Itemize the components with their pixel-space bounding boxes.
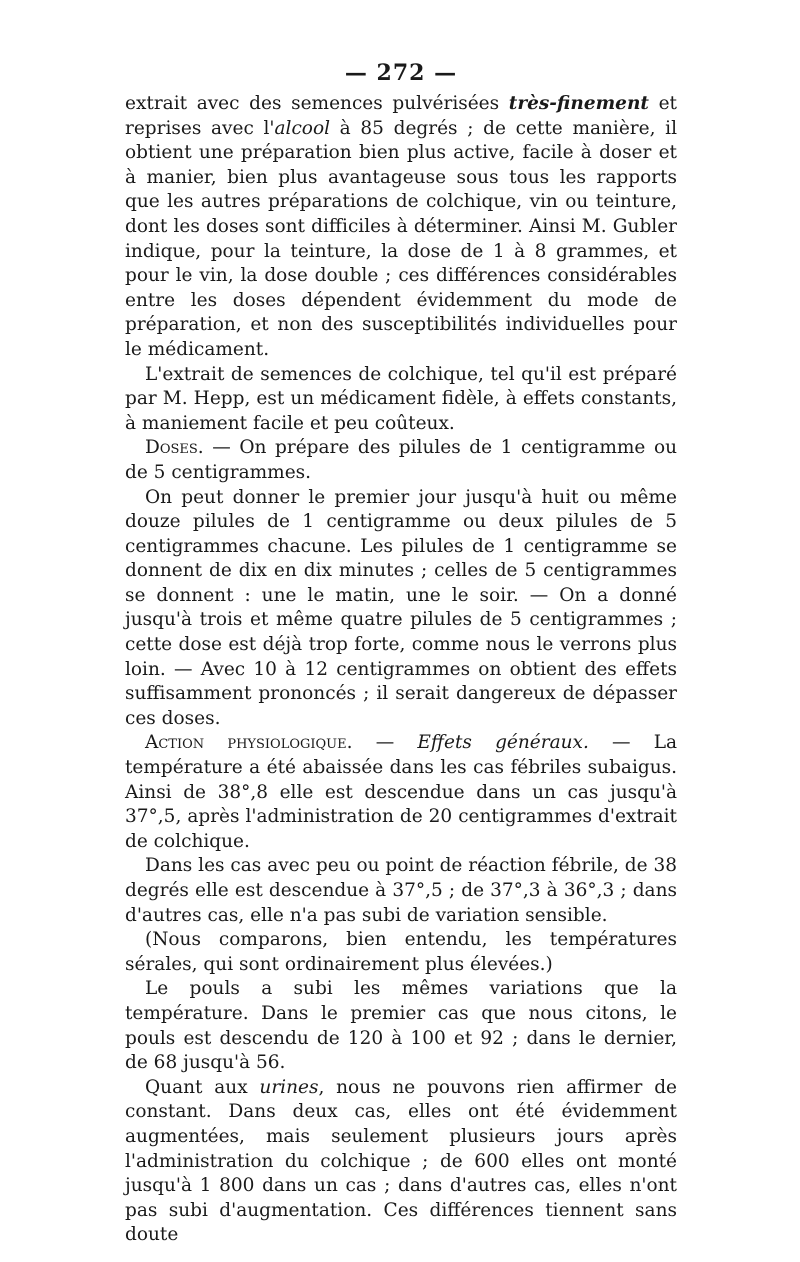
page-body [125, 92, 677, 1248]
text-segment: très-finement [508, 93, 649, 114]
text-segment: et reprises avec l' [125, 93, 677, 139]
text-segment: à 85 degrés ; de cette manière, il obtient une préparation bien plus active, facile à doser et à manier, bien plus avantageuse sous tous les rapports que les autres préparations de colchique, vin ou teinture, dont les doses sont difficiles à déterminer. Ainsi M. Gubler indique, pour la teinture, la dose de 1 à 8 grammes, et pour le vin, la dose double ; ces différences considérables entre les doses dépendent évidemment du mode de préparation, et non des susceptibilités individuelles pour le médicament. [125, 117, 677, 360]
text-segment: , nous ne pouvons rien affirmer de constant. Dans deux cas, elles ont été évidemment augmentées, mais seulement plusieurs jours après l'administration du colchique ; de 600 elles ont monté jusqu'à 1 800 dans un cas ; dans d'autres cas, elles n'ont pas subi d'augmentation. Ces différences tiennent sans doute [125, 1076, 677, 1246]
text-segment: Action physiologique. [145, 732, 353, 754]
paragraph [125, 1076, 677, 1248]
paragraph [125, 977, 677, 1075]
text-segment: Effets généraux. [417, 732, 589, 754]
text-segment: Doses. [145, 437, 204, 459]
text-segment: Le pouls a subi les mêmes variations que la température. Dans le premier cas que nous citons, le pouls est descendu de 120 à 100 et 92 ; dans le dernier, de 68 jusqu'à 56. [125, 978, 677, 1074]
paragraph [125, 486, 677, 732]
text-segment: On peut donner le premier jour jusqu'à huit ou même douze pilules de 1 centigramme ou deux pilules de 5 centigrammes chacune. Les pilules de 1 centigramme se donnent de dix en dix minutes ; celles de 5 centigrammes se donnent : une le matin, une le soir. — On a donné jusqu'à trois et même quatre pilules de 5 centigrammes ; cette dose est déjà trop forte, comme nous le verrons plus loin. — Avec 10 à 12 centigrammes on obtient des effets suffisamment prononcés ; il serait dangereux de dépasser ces doses. [125, 486, 677, 729]
text-segment: — La température a été abaissée dans les cas fébriles subaigus. Ainsi de 38°,8 elle est descendue dans un cas jusqu'à 37°,5, après l'administration de 20 centigrammes d'extrait de colchique. [125, 732, 678, 852]
paragraph [125, 436, 677, 485]
text-segment: alcool [274, 117, 330, 139]
paragraph [125, 731, 677, 854]
paragraph [125, 92, 677, 363]
page-number: — 272 — [344, 60, 458, 86]
book-page [125, 58, 677, 1248]
text-segment: — On prépare des pilules de 1 centigramme ou de 5 centigrammes. [125, 437, 677, 483]
text-segment: — [352, 732, 418, 754]
text-segment: L'extrait de semences de colchique, tel qu'il est préparé par M. Hepp, est un médicament fidèle, à effets constants, à maniement facile et peu coûteux. [125, 363, 677, 434]
paragraph [125, 854, 677, 928]
text-segment: (Nous comparons, bien entendu, les températures sérales, qui sont ordinairement plus élevées.) [125, 929, 677, 975]
text-segment: extrait avec des semences pulvérisées [125, 93, 509, 114]
text-segment: urines [259, 1076, 319, 1098]
text-segment: Quant aux [145, 1076, 260, 1098]
text-segment: Dans les cas avec peu ou point de réaction fébrile, de 38 degrés elle est descendue à 37°,5 ; de 37°,3 à 36°,3 ; dans d'autres cas, elle n'a pas subi de variation sensible. [125, 855, 677, 926]
paragraph [125, 928, 677, 977]
paragraph [125, 363, 677, 437]
